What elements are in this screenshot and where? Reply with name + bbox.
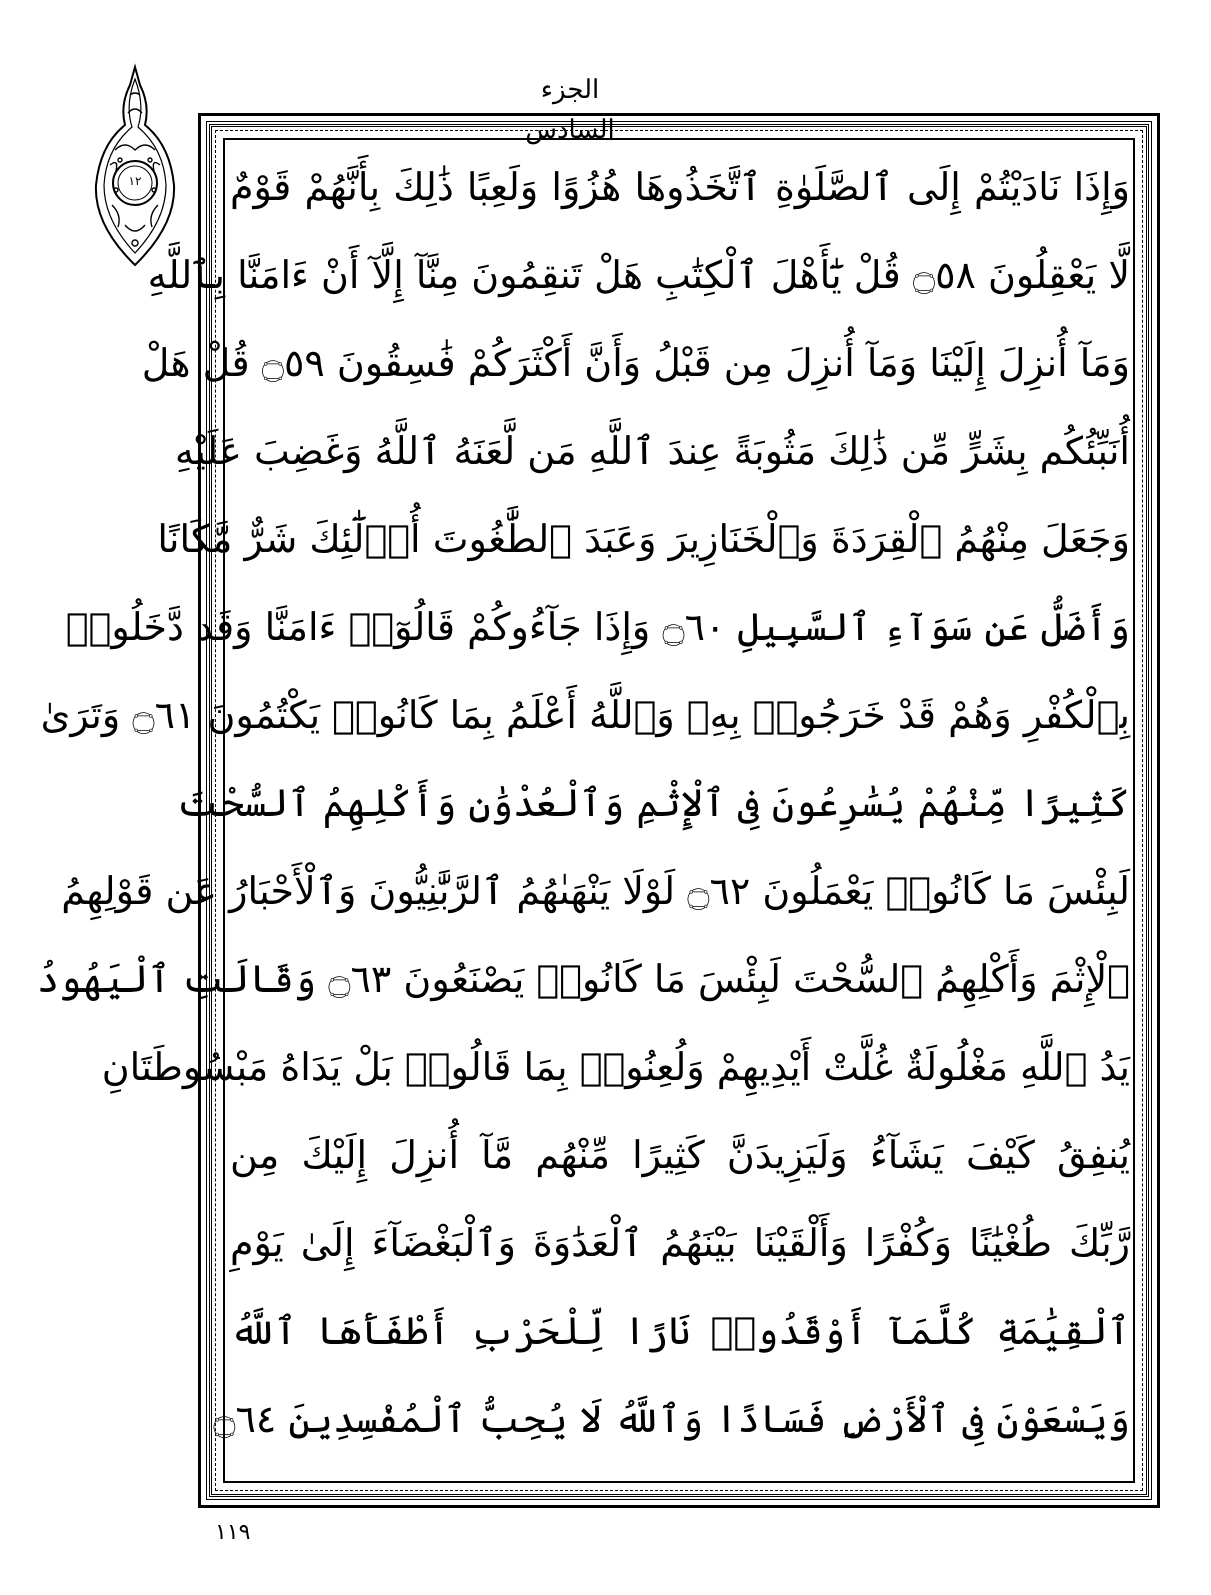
juz-title: الجزء السادس	[525, 75, 615, 145]
verse-line: لَبِئْسَ مَا كَانُوا۟ يَعْمَلُونَ ۝٦٢ لَوْلَا يَنْهَىٰهُمُ ٱلرَّبَّٰنِيُّونَ وَٱلْأَحْبَارُ عَن قَوْلِهِمُ	[61, 869, 1130, 913]
verse-line: وَأَضَلُّ عَن سَوَآءِ ٱلسَّبِيلِ ۝٦٠ وَإِذَا جَآءُوكُمْ قَالُوٓا۟ ءَامَنَّا وَقَد دَّخَلُوا۟	[65, 605, 1130, 649]
verse-line: وَجَعَلَ مِنْهُمُ ٱلْقِرَدَةَ وَٱلْخَنَازِيرَ وَعَبَدَ ٱلطَّٰغُوتَ أُو۟لَٰٓئِكَ شَرٌّ مَّكَانًا	[157, 517, 1130, 561]
verse-line: لَّا يَعْقِلُونَ ۝٥٨ قُلْ يَٰٓأَهْلَ ٱلْكِتَٰبِ هَلْ تَنقِمُونَ مِنَّآ إِلَّآ أَنْ ءَامَنَّا بِٱللَّهِ	[147, 253, 1130, 297]
verse-line: كَثِيرًا مِّنْهُمْ يُسَٰرِعُونَ فِى ٱلْإِثْمِ وَٱلْعُدْوَٰنِ وَأَكْلِهِمُ ٱلسُّحْتَ	[177, 781, 1130, 825]
page-number: ١١٩	[215, 1520, 251, 1545]
hizb-number: ١٢	[128, 174, 142, 188]
verse-line: رَّبِّكَ طُغْيَٰنًا وَكُفْرًا وَأَلْقَيْنَا بَيْنَهُمُ ٱلْعَدَٰوَةَ وَٱلْبَغْضَآءَ إِلَىٰ يَوْمِ	[230, 1221, 1130, 1265]
verse-line: يُنفِقُ كَيْفَ يَشَآءُ وَلَيَزِيدَنَّ كَثِيرًا مِّنْهُم مَّآ أُنزِلَ إِلَيْكَ مِن	[230, 1133, 1130, 1177]
verse-line: وَإِذَا نَادَيْتُمْ إِلَى ٱلصَّلَوٰةِ ٱتَّخَذُوهَا هُزُوًا وَلَعِبًا ذَٰلِكَ بِأَنَّهُمْ قَوْمٌ	[230, 165, 1130, 209]
verse-line: بِٱلْكُفْرِ وَهُمْ قَدْ خَرَجُوا۟ بِهِۦ وَٱللَّهُ أَعْلَمُ بِمَا كَانُوا۟ يَكْتُمُونَ ۝٦١ وَتَرَىٰ	[40, 693, 1130, 737]
verse-line: وَمَآ أُنزِلَ إِلَيْنَا وَمَآ أُنزِلَ مِن قَبْلُ وَأَنَّ أَكْثَرَكُمْ فَٰسِقُونَ ۝٥٩ قُلْ هَلْ	[141, 341, 1130, 385]
verse-line: أُنَبِّئُكُم بِشَرٍّ مِّن ذَٰلِكَ مَثُوبَةً عِندَ ٱللَّهِ مَن لَّعَنَهُ ٱللَّهُ وَغَضِبَ عَلَيْهِ	[174, 429, 1130, 473]
verse-line: ٱلْقِيَٰمَةِ كُلَّمَآ أَوْقَدُوا۟ نَارًا لِّلْحَرْبِ أَطْفَأَهَا ٱللَّهُ	[230, 1309, 1130, 1353]
verse-line: وَيَسْعَوْنَ فِى ٱلْأَرْضِ فَسَادًا وَٱللَّهُ لَا يُحِبُّ ٱلْمُفْسِدِينَ ۝٦٤	[213, 1397, 1130, 1441]
verse-line: ٱلْإِثْمَ وَأَكْلِهِمُ ٱلسُّحْتَ لَبِئْسَ مَا كَانُوا۟ يَصْنَعُونَ ۝٦٣ وَقَالَتِ ٱلْيَهُودُ	[36, 957, 1130, 1001]
verse-line: يَدُ ٱللَّهِ مَغْلُولَةٌ غُلَّتْ أَيْدِيهِمْ وَلُعِنُوا۟ بِمَا قَالُوا۟ بَلْ يَدَاهُ مَبْسُوطَتَانِ	[101, 1045, 1130, 1089]
